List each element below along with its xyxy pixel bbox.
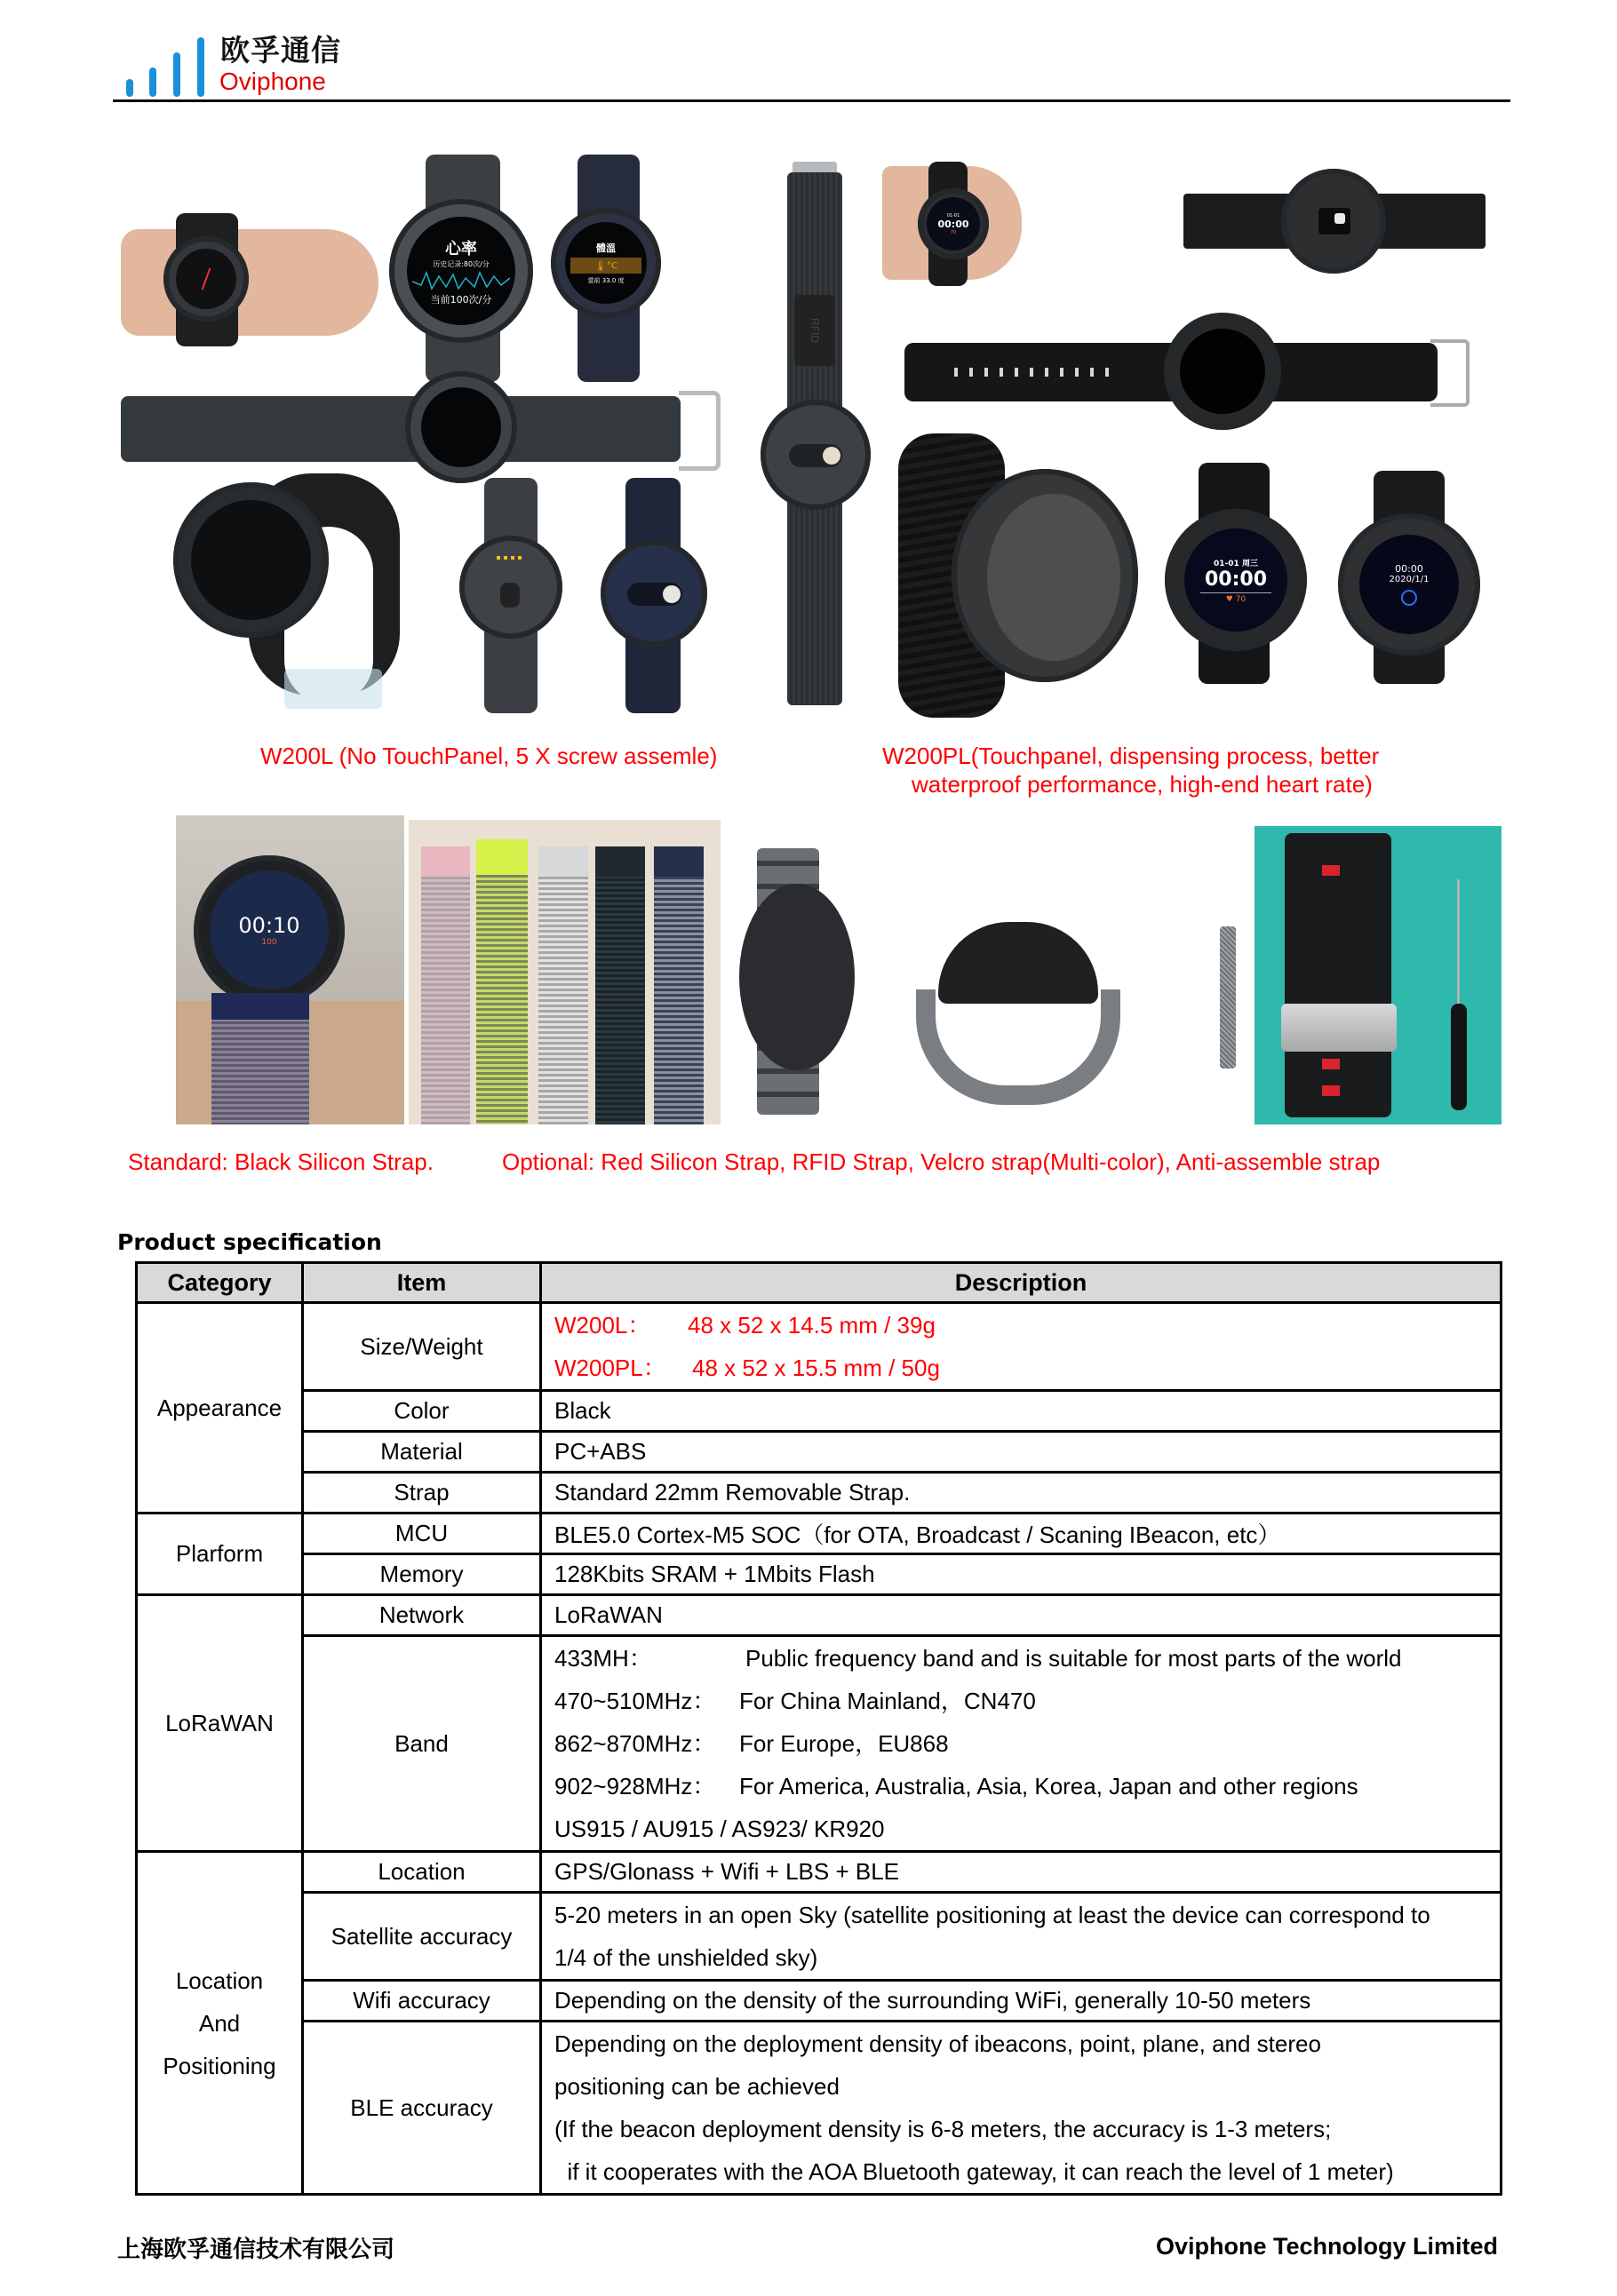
desc-memory: 128Kbits SRAM + 1Mbits Flash xyxy=(541,1554,1502,1595)
desc-network: LoRaWAN xyxy=(541,1595,1502,1636)
photo-watch-back-navy xyxy=(595,478,713,713)
header-description: Description xyxy=(541,1263,1502,1303)
photo-w200pl-back-with-strap xyxy=(1183,162,1486,287)
photo-rfid-strap xyxy=(757,162,875,713)
item-memory: Memory xyxy=(303,1554,541,1595)
item-wifi-accuracy: Wifi accuracy xyxy=(303,1981,541,2022)
red-strap-hole xyxy=(1322,1059,1340,1069)
table-row xyxy=(137,1595,1502,1636)
category-lorawan: LoRaWAN xyxy=(137,1595,303,1852)
photo-w200pl-front-lock xyxy=(1331,471,1488,684)
desc-ble-accuracy: Depending on the deployment density of ibeacons, point, plane, and stereo positioning can be achieved (If the beacon deployment density is 6-8 meters, the accuracy is 1-3 meters; if it cooperates with the AOA Bluetooth gateway, it can reach the level of 1 meter) xyxy=(541,2022,1502,2195)
caption-w200pl-line1: W200PL(Touchpanel, dispensing process, better xyxy=(882,743,1380,769)
caption-optional-straps: Optional: Red Silicon Strap, RFID Strap, Velcro strap(Multi-color), Anti-assemble strap xyxy=(502,1148,1381,1175)
velcro-strap-navy xyxy=(654,846,704,1124)
item-network: Network xyxy=(303,1595,541,1636)
logo-signal-bar-1 xyxy=(126,79,133,97)
photo-w200pl-front-clock xyxy=(1161,463,1311,684)
caption-w200pl-line2: waterproof performance, high-end heart rate) xyxy=(912,771,1373,798)
table-row xyxy=(137,1852,1502,1893)
front-watch-heart: ♥ 70 xyxy=(1225,594,1247,604)
lock-icon xyxy=(1401,590,1417,606)
table-row xyxy=(137,1303,1502,1391)
table-row xyxy=(137,1473,1502,1513)
photo-velcro-straps-multicolor xyxy=(409,820,721,1124)
display-stand xyxy=(284,669,382,709)
velcro-strap-white xyxy=(538,846,588,1124)
spec-header-row xyxy=(137,1263,1502,1303)
lock-watch-time: 00:00 xyxy=(1395,563,1423,575)
footer-company-cn: 上海欧孚通信技术有限公司 xyxy=(117,2236,395,2263)
desc-satellite-accuracy: 5-20 meters in an open Sky (satellite positioning at least the device can correspond to 1/4 of the unshielded sky) xyxy=(541,1893,1502,1981)
photo-w200pl-long-strap xyxy=(897,309,1493,433)
velcro-strap-lime xyxy=(476,839,528,1124)
velcro-watch-value: 100 xyxy=(261,938,277,947)
metal-strap xyxy=(916,989,1120,1105)
wrist-watch-time: 00:00 xyxy=(937,218,969,230)
photo-velcro-strap-on-wrist xyxy=(176,815,404,1124)
caption-standard-strap: Standard: Black Silicon Strap. xyxy=(128,1148,434,1175)
table-row xyxy=(137,1981,1502,2022)
desc-location: GPS/Glonass + Wifi + LBS + BLE xyxy=(541,1852,1502,1893)
logo-signal-bar-4 xyxy=(197,37,204,97)
header-divider xyxy=(113,99,1510,102)
logo-chinese-name: 欧孚通信 xyxy=(220,33,341,68)
table-row xyxy=(137,1893,1502,1981)
heart-rate-sensor-round xyxy=(663,585,681,603)
velcro-strap-black xyxy=(595,846,645,1124)
header-item: Item xyxy=(303,1263,541,1303)
item-ble-accuracy: BLE accuracy xyxy=(303,2022,541,2195)
temperature-title: 體溫 xyxy=(596,242,616,254)
heart-rate-current: 当前100次/分 xyxy=(430,293,492,306)
table-row xyxy=(137,1513,1502,1554)
logo-signal-bar-3 xyxy=(173,52,180,97)
photo-watch-back-black xyxy=(456,478,566,713)
table-row xyxy=(137,1391,1502,1432)
desc-size-weight: W200L： 48 x 52 x 14.5 mm / 39g W200PL： 48 x 52 x 15.5 mm / 50g xyxy=(541,1303,1502,1391)
photo-metal-strap-watch-side xyxy=(889,918,1176,1109)
front-watch-time: 00:00 xyxy=(1204,568,1268,591)
desc-material: PC+ABS xyxy=(541,1432,1502,1473)
photo-w200pl-on-wrist xyxy=(882,162,1022,287)
heart-rate-title: 心率 xyxy=(445,239,477,258)
category-location-positioning: Location And Positioning xyxy=(137,1852,303,2195)
photo-temperature-watch xyxy=(547,155,665,382)
velcro-watch-time: 00:10 xyxy=(238,913,300,938)
table-row xyxy=(137,1636,1502,1852)
table-row xyxy=(137,2022,1502,2195)
item-color: Color xyxy=(303,1391,541,1432)
charging-pins xyxy=(497,556,523,560)
photo-w200pl-side-view xyxy=(889,433,1140,720)
photo-watch-on-wrist-analog xyxy=(121,213,387,346)
footer-company-en: Oviphone Technology Limited xyxy=(1155,2233,1498,2260)
temperature-unit: °C xyxy=(606,260,617,271)
lock-watch-date: 2020/1/1 xyxy=(1389,575,1430,584)
anti-assemble-clasp xyxy=(1281,1004,1397,1052)
table-row xyxy=(137,1554,1502,1595)
item-size-weight: Size/Weight xyxy=(303,1303,541,1391)
heart-rate-history: 历史记录:80次/分 xyxy=(433,259,490,268)
spec-table xyxy=(135,1261,1502,2196)
logo-english-name: Oviphone xyxy=(219,68,326,95)
photo-anti-assemble-strap xyxy=(1255,826,1502,1124)
analog-watch-face xyxy=(176,249,236,309)
photo-heart-rate-watch xyxy=(386,155,541,382)
photo-watch-on-stand xyxy=(169,456,409,713)
item-satellite-accuracy: Satellite accuracy xyxy=(303,1893,541,1981)
item-location: Location xyxy=(303,1852,541,1893)
photo-metal-strap-watch-front xyxy=(730,848,880,1117)
desc-mcu: BLE5.0 Cortex-M5 SOC（for OTA, Broadcast / Scaning IBeacon, etc） xyxy=(541,1513,1502,1554)
strap-buckle xyxy=(679,391,721,471)
front-watch-date: 01-01 周三 xyxy=(1214,559,1258,568)
wrist-watch-date: 01-01 xyxy=(946,212,960,218)
desc-color: Black xyxy=(541,1391,1502,1432)
wrist-watch-heart: 70 xyxy=(950,229,957,235)
header-category: Category xyxy=(137,1263,303,1303)
logo-signal-bar-2 xyxy=(149,68,156,97)
desc-wifi-accuracy: Depending on the density of the surrounding WiFi, generally 10-50 meters xyxy=(541,1981,1502,2022)
velcro-strap-pink xyxy=(421,846,470,1124)
red-strap-hole xyxy=(1322,1085,1340,1096)
rfid-tag: RFID xyxy=(794,295,835,366)
caption-w200l: W200L (No TouchPanel, 5 X screw assemle) xyxy=(260,743,718,769)
red-strap-hole xyxy=(1322,865,1340,876)
desc-strap: Standard 22mm Removable Strap. xyxy=(541,1473,1502,1513)
item-material: Material xyxy=(303,1432,541,1473)
photo-strap-pin-tool xyxy=(1206,926,1250,1073)
item-band: Band xyxy=(303,1636,541,1852)
item-strap: Strap xyxy=(303,1473,541,1513)
thermometer-icon: 🌡 xyxy=(594,259,607,272)
category-platform: Plarform xyxy=(137,1513,303,1595)
strap-holes xyxy=(954,368,1114,377)
heart-rate-wave-icon xyxy=(412,269,510,292)
category-appearance: Appearance xyxy=(137,1303,303,1513)
temperature-current: 當前 33.0 度 xyxy=(587,277,625,284)
strap-buckle xyxy=(1430,339,1470,407)
item-mcu: MCU xyxy=(303,1513,541,1554)
heart-rate-sensor xyxy=(500,583,520,608)
velcro-strap xyxy=(211,993,309,1124)
table-row xyxy=(137,1432,1502,1473)
desc-band: 433MH： Public frequency band and is suitable for most parts of the world 470~510MHz： For China Mainland，CN470 862~870MHz： For Europe，EU868 902~928MHz： For America, Australia, Asia, Korea, Japan and other regions US915 / AU915 / AS923/ KR920 xyxy=(541,1636,1502,1852)
spec-title: Product specification xyxy=(117,1229,382,1255)
